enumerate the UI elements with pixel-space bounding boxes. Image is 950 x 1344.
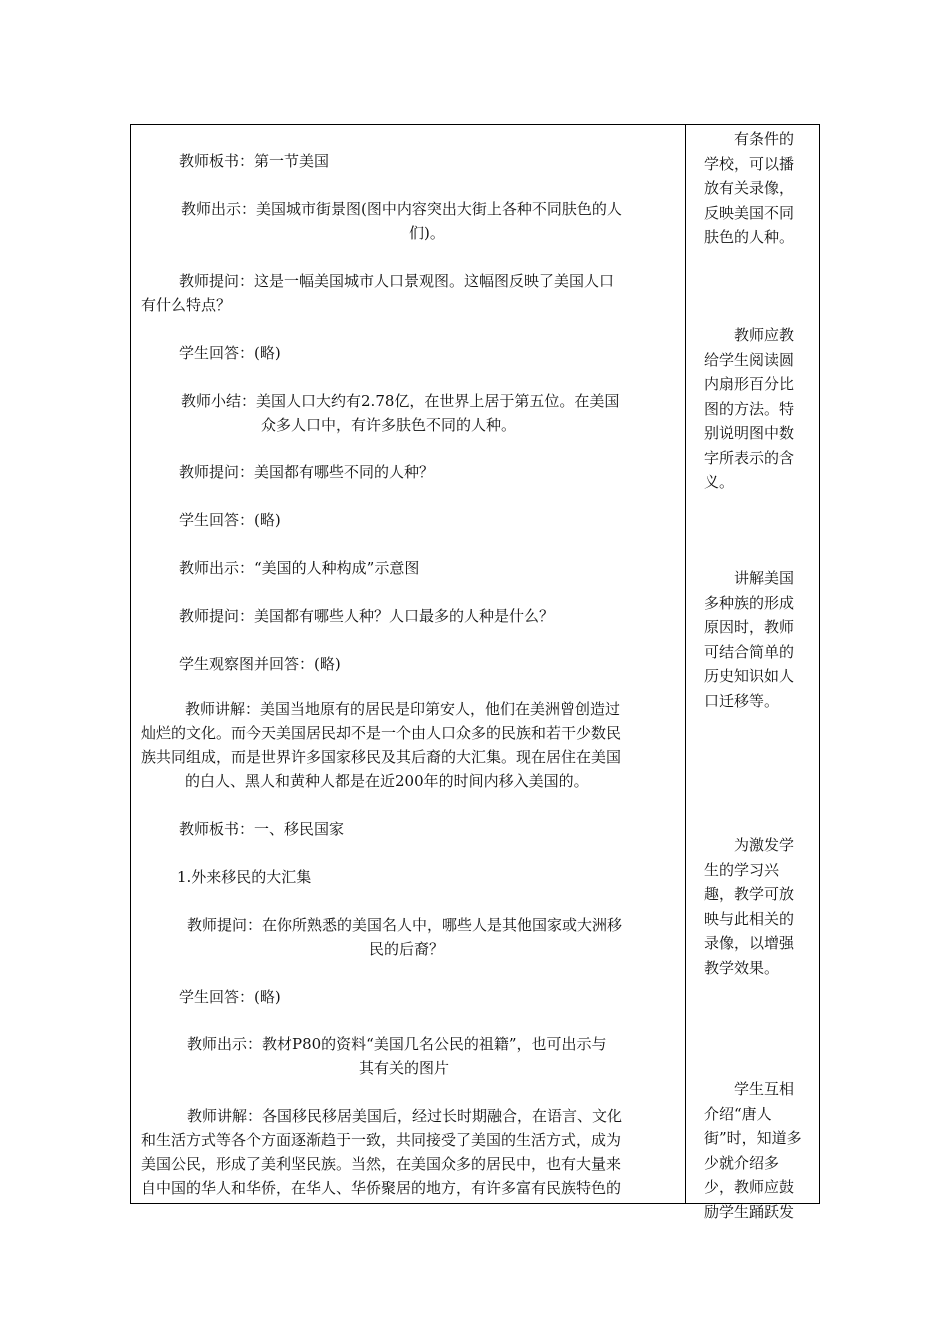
- paragraph-question-races: 教师提问：美国都有哪些不同的人种？: [179, 463, 435, 481]
- paragraph-student-answer: 学生回答：(略): [179, 988, 281, 1006]
- paragraph-board-immigration: 教师板书：一、移民国家: [179, 820, 345, 838]
- notes-column: [686, 125, 821, 1221]
- lesson-plan-table: [130, 124, 820, 1221]
- paragraph-student-observe: 学生观察图并回答：(略): [179, 655, 341, 673]
- paragraph-subheading: 1.外来移民的大汇集: [177, 868, 312, 886]
- note-history-knowledge: 讲解美国多种族的形成原因时，教师可结合简单的历史知识如人口迁移等。: [704, 569, 795, 710]
- paragraph-student-answer: 学生回答：(略): [179, 344, 281, 362]
- paragraph-board-title: 教师板书：第一节美国: [179, 152, 330, 170]
- paragraph-show-street-map: 教师出示：美国城市街景图(图中内容突出大街上各种不同肤色的人 们)。: [181, 200, 622, 242]
- paragraph-question-population: 教师提问：这是一幅美国城市人口景观图。这幅图反映了美国人口 有什么特点？: [141, 272, 615, 314]
- paragraph-teacher-explanation-nation: 教师讲解：各国移民移居美国后，经过长时期融合，在语言、文化 和生活方式等各个方面逐渐趋于一致，共同接受了美国的生活方式，成为 美国公民，形成了美利坚民族。当然，在美国众多的居民中，也有大量来 自中国的华人和华侨，在华人、华侨聚居的地方，有许多富有民族特色的: [141, 1107, 623, 1197]
- paragraph-teacher-explanation-immigrants: 教师讲解：美国当地原有的居民是印第安人，他们在美洲曾创造过 灿烂的文化。而今天美国居民却不是一个由人口众多的民族和若干少数民 族共同组成，而是世界许多国家移民及其后裔的大汇集。现在居住在美国 的白人、黑人和黄种人都是在近200年的时间内移入美国的。: [141, 700, 622, 790]
- note-pie-chart-reading: 教师应教给学生阅读圆内扇形百分比图的方法。特别说明图中数字所表示的含义。: [704, 326, 795, 491]
- teaching-process-column: [131, 125, 685, 1203]
- paragraph-question-famous-people: 教师提问：在你所熟悉的美国名人中，哪些人是其他国家或大洲移 民的后裔？: [187, 916, 623, 958]
- paragraph-show-textbook-material: 教师出示：教材P80的资料“美国几名公民的祖籍”，也可出示与 其有关的图片: [187, 1035, 607, 1077]
- note-interest-video: 为激发学生的学习兴趣，教学可放映与此相关的录像，以增强教学效果。: [704, 836, 795, 977]
- paragraph-show-race-diagram: 教师出示：“美国的人种构成”示意图: [179, 559, 420, 577]
- paragraph-teacher-summary: 教师小结：美国人口大约有2.78亿，在世界上居于第五位。在美国 众多人口中，有许多肤色不同的人种。: [181, 392, 620, 434]
- paragraph-question-largest-race: 教师提问：美国都有哪些人种？人口最多的人种是什么？: [179, 607, 555, 625]
- note-video-suggestion: 有条件的学校，可以播放有关录像，反映美国不同肤色的人种。: [704, 130, 795, 246]
- paragraph-student-answer: 学生回答：(略): [179, 511, 281, 529]
- note-chinatown-introduction: 学生互相介绍“唐人街”时，知道多少就介绍多少，教师应鼓励学生踊跃发: [704, 1080, 802, 1221]
